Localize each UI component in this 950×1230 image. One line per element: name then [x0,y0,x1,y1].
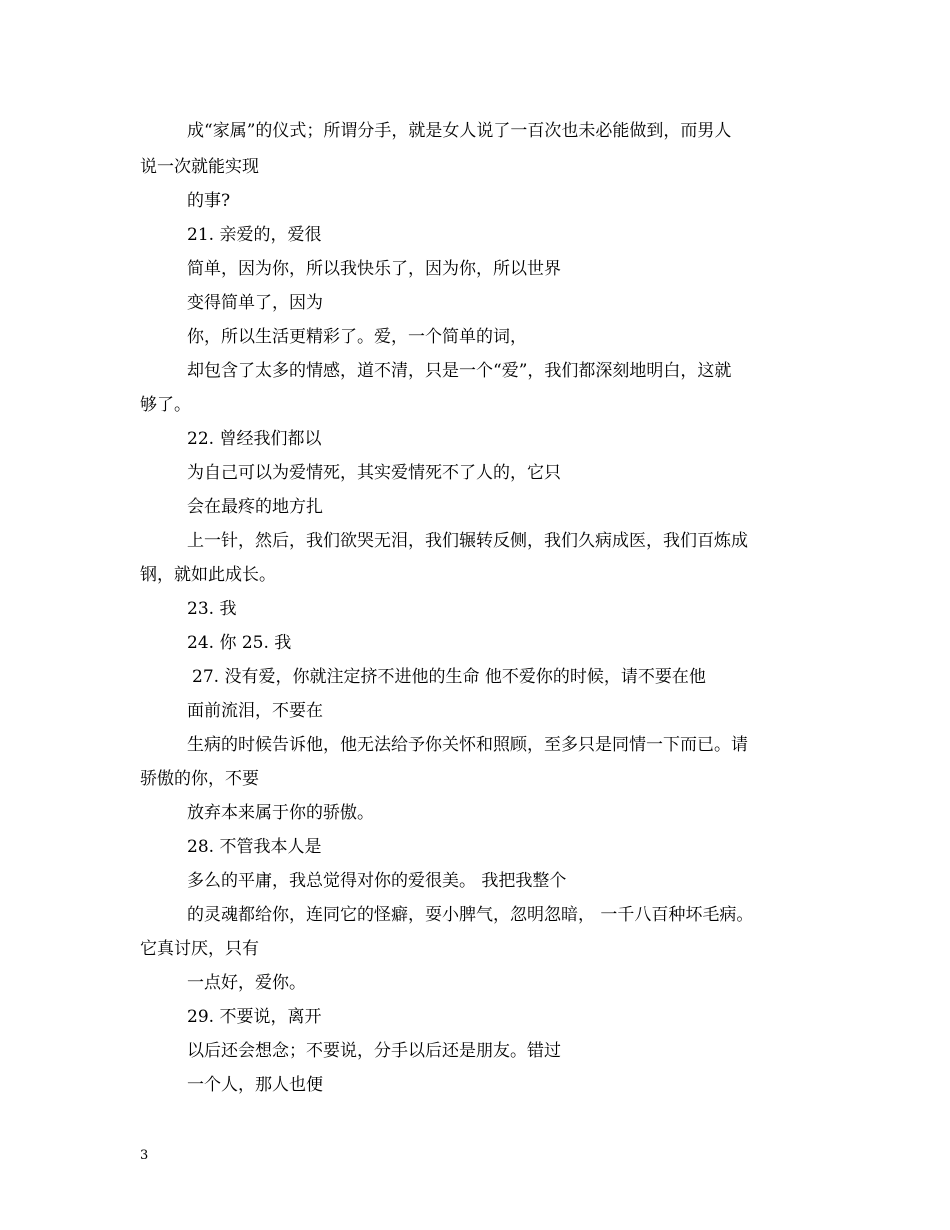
page-number: 3 [140,1148,149,1163]
text-line: 简单，因为你，所以我快乐了，因为你，所以世界 [187,259,561,279]
text-line: 够了。 [140,395,191,415]
text-line: 21. 亲爱的，爱很 [187,225,322,245]
text-line: 一个人，那人也便 [187,1075,323,1095]
text-line: 的事? [187,191,231,211]
text-line: 生病的时候告诉他，他无法给予你关怀和照顾，至多只是同情一下而已。请 [187,735,748,755]
text-line: 成“家属”的仪式；所谓分手，就是女人说了一百次也未必能做到，而男人 [187,121,732,141]
text-line: 22. 曾经我们都以 [187,429,322,449]
text-line: 它真讨厌，只有 [140,939,259,959]
text-line: 却包含了太多的情感，道不清，只是一个“爱”，我们都深刻地明白，这就 [187,361,732,381]
text-line: 多么的平庸，我总觉得对你的爱很美。 我把我整个 [187,871,567,891]
text-line: 说一次就能实现 [140,157,259,177]
text-line: 变得简单了，因为 [187,293,323,313]
text-line: 23. 我 [187,599,237,619]
text-line: 上一针，然后，我们欲哭无泪，我们辗转反侧，我们久病成医，我们百炼成 [187,531,748,551]
text-line: 27. 没有爱，你就注定挤不进他的生命 他不爱你的时候，请不要在他 [192,667,706,687]
text-line: 面前流泪，不要在 [187,701,323,721]
text-line: 24. 你 25. 我 [187,633,292,653]
text-line: 你，所以生活更精彩了。爱，一个简单的词， [187,327,527,347]
text-line: 钢，就如此成长。 [140,565,276,585]
text-line: 以后还会想念；不要说，分手以后还是朋友。错过 [187,1041,561,1061]
text-line: 28. 不管我本人是 [187,837,322,857]
text-line: 为自己可以为爱情死，其实爱情死不了人的，它只 [187,463,561,483]
text-line: 的灵魂都给你，连同它的怪癖，耍小脾气，忽明忽暗， 一千八百种坏毛病。 [187,905,754,925]
text-line: 放弃本来属于你的骄傲。 [187,803,374,823]
text-line: 29. 不要说，离开 [187,1007,322,1027]
text-line: 一点好，爱你。 [187,973,306,993]
text-line: 会在最疼的地方扎 [187,497,323,517]
text-line: 骄傲的你，不要 [140,769,259,789]
